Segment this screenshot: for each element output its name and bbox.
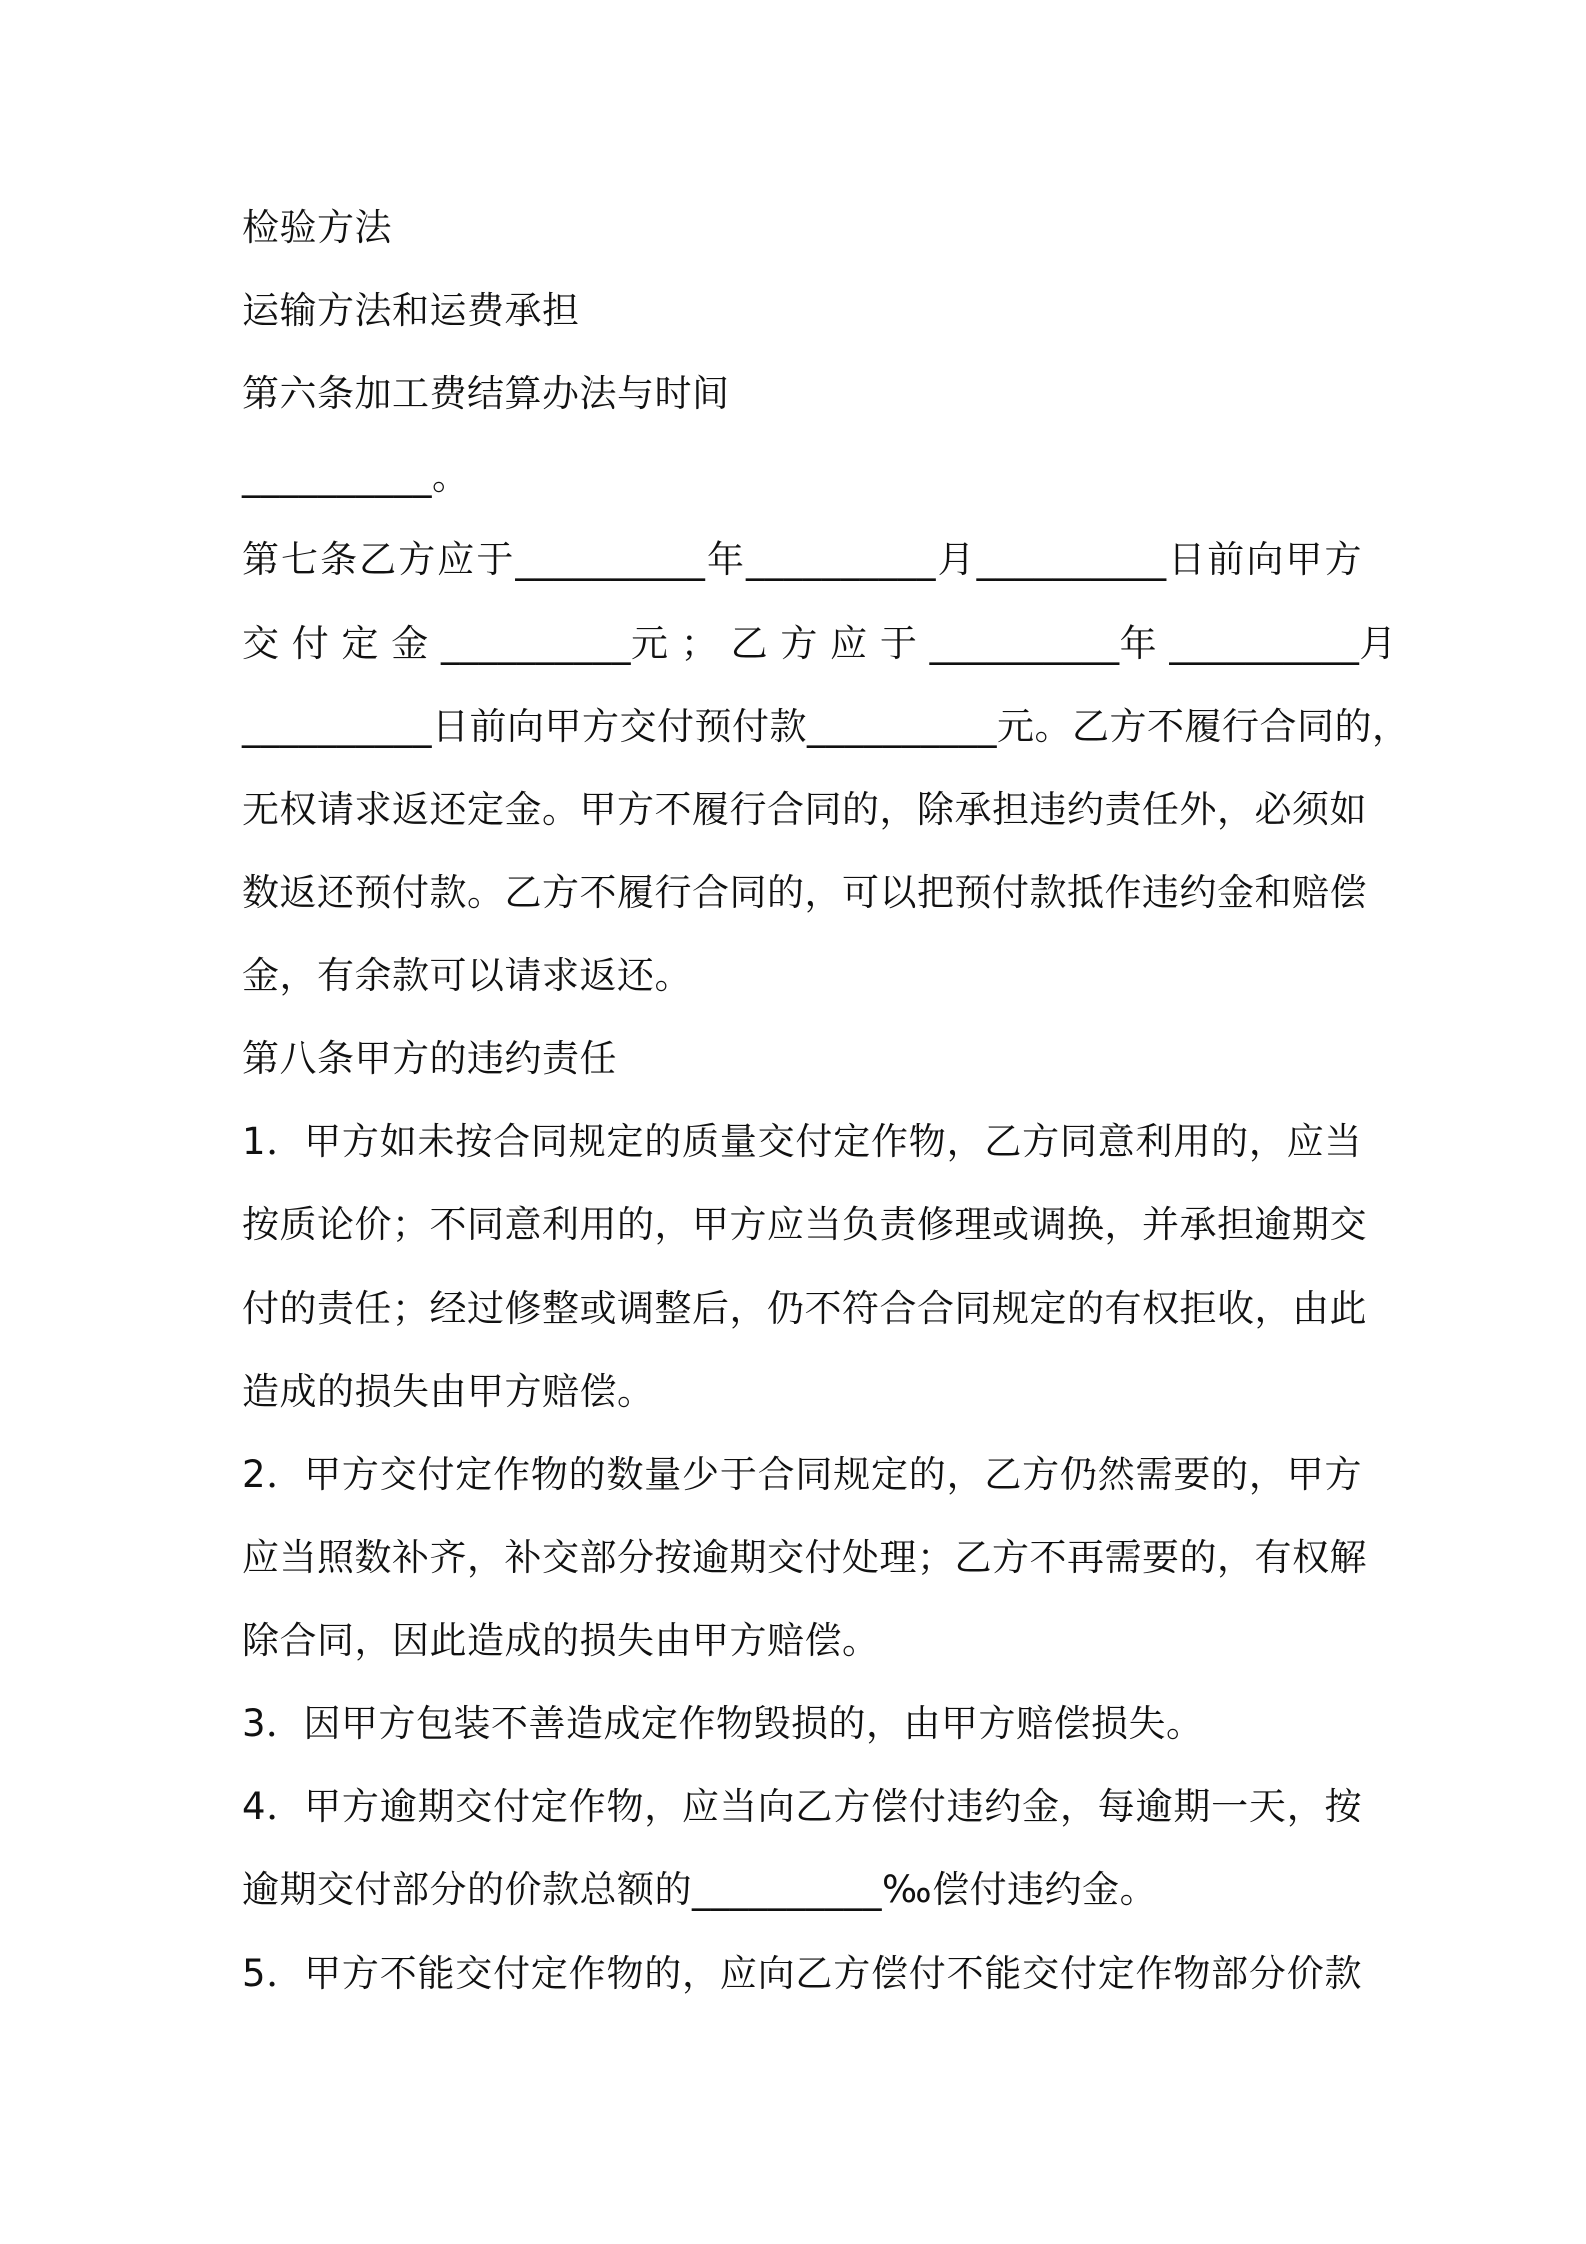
- text-line: 4．甲方逾期交付定作物，应当向乙方偿付违约金，每逾期一天，按: [242, 1785, 1362, 1828]
- text-line: 交 付 定 金 __________元 ； 乙 方 应 于 __________年 __________月: [242, 622, 1397, 665]
- text-line: 造成的损失由甲方赔偿。: [242, 1370, 655, 1413]
- text-line: 按质论价；不同意利用的，甲方应当负责修理或调换，并承担逾期交: [242, 1203, 1367, 1246]
- text-line: 金，有余款可以请求返还。: [242, 954, 692, 997]
- text-line: 检验方法: [242, 206, 392, 249]
- text-line: 第六条加工费结算办法与时间: [242, 372, 730, 415]
- text-line: 应当照数补齐，补交部分按逾期交付处理；乙方不再需要的，有权解: [242, 1536, 1367, 1579]
- text-line: 逾期交付部分的价款总额的__________‰偿付违约金。: [242, 1868, 1158, 1911]
- text-line: 2．甲方交付定作物的数量少于合同规定的，乙方仍然需要的，甲方: [242, 1453, 1362, 1496]
- text-line: 第七条乙方应于__________年__________月__________日前向甲方: [242, 538, 1362, 581]
- text-line: __________日前向甲方交付预付款__________元。乙方不履行合同的，: [242, 705, 1410, 748]
- text-line: 1．甲方如未按合同规定的质量交付定作物，乙方同意利用的，应当: [242, 1120, 1362, 1163]
- text-line: 运输方法和运费承担: [242, 289, 580, 332]
- text-line: 无权请求返还定金。甲方不履行合同的，除承担违约责任外，必须如: [242, 788, 1367, 831]
- text-line: 5．甲方不能交付定作物的，应向乙方偿付不能交付定作物部分价款: [242, 1952, 1362, 1995]
- text-line: 数返还预付款。乙方不履行合同的，可以把预付款抵作违约金和赔偿: [242, 871, 1367, 914]
- text-line: __________。: [242, 455, 470, 498]
- text-line: 除合同，因此造成的损失由甲方赔偿。: [242, 1619, 880, 1662]
- text-line: 付的责任；经过修整或调整后，仍不符合合同规定的有权拒收，由此: [242, 1287, 1367, 1330]
- section-heading: 第八条甲方的违约责任: [242, 1037, 617, 1080]
- text-line: 3．因甲方包装不善造成定作物毁损的，由甲方赔偿损失。: [242, 1702, 1204, 1745]
